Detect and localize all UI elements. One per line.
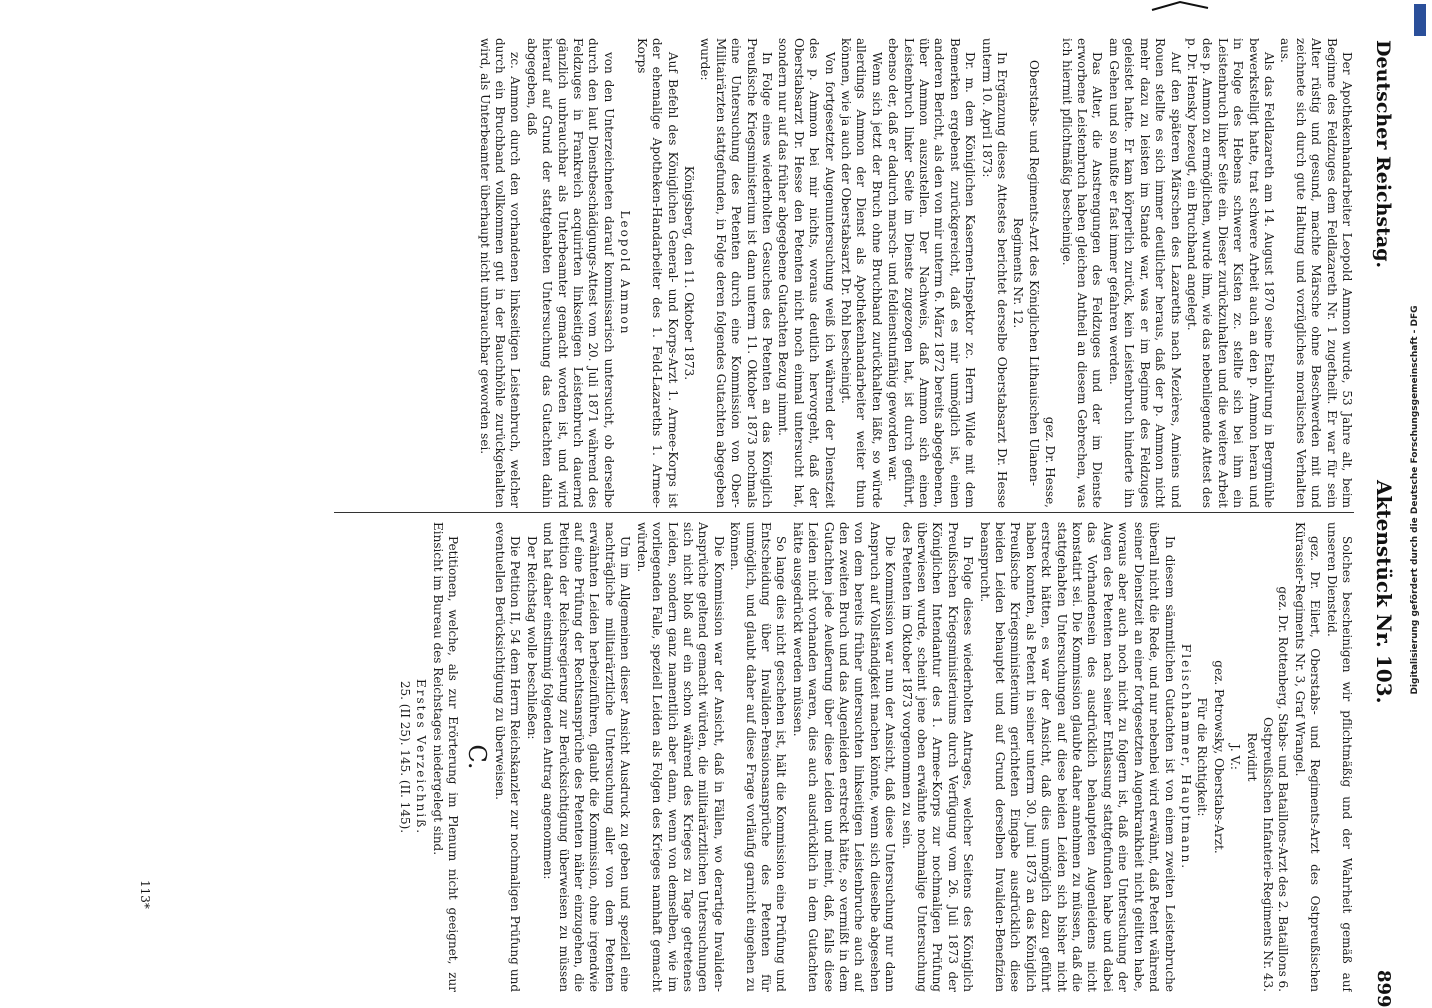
signature: gez. Dr. Hesse,	[1043, 416, 1058, 508]
paragraph: Auf Befehl des Königlichen General- und Korps-Arzt 1. Armee-Korps ist der ehemalige Apotheken-Handarbeiter des 1. Feld-Lazareths 1. Armee-Korps	[634, 38, 680, 508]
paragraph: In Folge eines wiederholten Gesuches des Petenten an das Königlich Preußische Kriegsministerium ist dann unterm 11. Oktober 1873 nochmals eine Untersuchung des Petenten durch eine Kommission von Ober-Militairärzten stattgefunden, in Folge deren folgendes Gutachten abgegeben wurde:	[698, 38, 774, 508]
column-divider	[334, 512, 1354, 513]
signature-block: gez. Dr. Rottenberg, Stabs- und Bataillons-Arzt des 2. Bataillons 6. Ostpreußischen Infanterie-Regiments Nr. 43.	[1260, 586, 1291, 992]
certification-label: Für die Richtigkeit:	[1195, 697, 1210, 817]
signature: gez. Petrowsky, Oberstabs-Arzt.	[1211, 660, 1226, 854]
paragraph: In Ergänzung dieses Attestes berichtet derselbe Oberstabsarzt Dr. Hesse unterm 10. April 1873:	[979, 38, 1010, 508]
header-page-number: 899	[1373, 970, 1394, 1008]
dfg-logo	[1414, 4, 1426, 36]
dfg-watermark	[1408, 0, 1422, 1000]
paragraph: Die Kommission war der Ansicht, daß in Fällen, wo derartige Invaliden-Ansprüche geltend gemacht würden, die militairärztlichen Untersuchungen sich nicht bloß auf ein schon während des Krieges zu Tage getretenes Leiden, sondern ganz namentlich aber dann, wenn von demselben, wie im vorliegenden Falle, speziell Leiden als Folgen des Krieges namhaft gemacht würden.	[634, 522, 726, 992]
section-title: Petitionen, welche, als zur Erörterung im Plenum nicht geeignet, zur Einsicht im Bureau des Reichstages niedergelegt sind.	[430, 522, 461, 992]
page-header	[1360, 40, 1400, 1008]
signature: Fleischhammer, Hauptmann.	[1178, 643, 1193, 871]
paragraph: zc. Ammon durch den vorhandenen linkseitigen Leistenbruch, welcher durch ein Bruchband vollkommen gut in der Bauchhöhle zurückgehalten wird, als Unterbeamter überhaupt nicht unbrauchbar geworden sei.	[477, 38, 523, 508]
signature-mark: 113*	[138, 880, 152, 909]
paragraph: Solches bescheinigen wir pflichtmäßig und der Wahrheit gemäß auf unseren Diensteid.	[1324, 522, 1354, 992]
scan-artifact-line	[1150, 0, 1210, 12]
paragraph: Als das Feldlazareth am 14. August 1870 seine Etablirung in Bergmühle bewerkstelligt hatte, trat schwere Arbeit auch an den p. Ammon heran und in Folge des Hebens schwerer Kisten zc. stellte sich bei ihm ein Leistenbruch linker Seite ein. Dieser zurückzuhalten und die weitere Arbeit des p. Ammon zu ermöglichen, wurde ihm, wie das nebenliegende Attest des p. Dr. Hensky bezeugt, ein Bruchband angelegt.	[1184, 38, 1276, 508]
motion-intro: Der Reichstag wolle beschließen:	[524, 536, 539, 740]
list-title: Erstes Verzeichniß.	[414, 678, 429, 836]
revision-label: J. V.:	[1228, 744, 1243, 770]
signature-title: Oberstabs- und Regiments-Arzt des Königlichen Lithauischen Ulanen-Regiments Nr. 12.	[1011, 59, 1041, 487]
right-column	[154, 522, 1354, 992]
paragraph: Auf den späteren Märschen des Lazareths nach Mezières, Amiens und Rouen stellte es sich immer deutlicher heraus, daß der p. Ammon nicht mehr dazu zu leisten im Stande war, was er im Beginne des Feldzuges geleistet hatte. Er kam körperlich zurück, kein Leistenbruch hinderte ihn am Gehen und so mußte er fast immer gefahren werden.	[1106, 38, 1183, 508]
signature-block: gez. Dr. Eilert, Oberstabs- und Regiments-Arzt des Ostpreußischen Kürassier-Regiments Nr. 3, Graf Wrangel.	[1292, 522, 1323, 992]
list-entries: 25. (II 25). 145. (II. 145).	[398, 680, 413, 834]
section-letter: C.	[462, 744, 491, 770]
paragraph: Um im Allgemeinen dieser Ansicht Ausdruck zu geben und speziell eine nachträgliche militairärztliche Untersuchung aller von dem Petenten erwähnten Leiden herbeizuführen, glaubt die Kommission, ohne irgendwie auf eine Prüfung der Rechtsansprüche des Petenten näher einzugehen, die Petition der Reichsregierung zur Berücksichtigung überweisen zu müssen und hat daher einstimmig folgenden Antrag angenommen:	[541, 522, 633, 992]
paragraph: Dr. m. dem Königlichen Kasernen-Inspektor zc. Herrn Wilde mit dem Bemerken ergebenst zurückgereicht, daß es mir unmöglich ist, einen anderen Bericht, als den von mir unterm 6. März 1872 bereits abgegebenen, über Ammon auszustellen. Der Nachweis, daß Ammon sich einen Leistenbruch linker Seite im Dienste zugezogen hat, ist durch geführt, ebenso der, daß er dadurch marsch- und feldienstunfähig geworden war.	[886, 38, 978, 508]
paragraph: Von fortgesetzter Augenuntersuchung weiß ich während der Dienstzeit des p. Ammon bei mir nichts, woraus deutlich hervorgeht, daß der Oberstabsarzt Dr. Hesse den Petenten nicht noch einmal untersucht hat, sondern nur auf das früher abgegebene Gutachten Bezug nimmt.	[776, 38, 837, 508]
paragraph: Der Apothekenhandarbeiter Leopold Ammon wurde, 53 Jahre alt, beim Beginne des Feldzuges dem Feldlazareth Nr. 1 zugetheilt. Er war für sein Alter rüstig und gesund, machte Märsche ohne Beschwerden mit und zeichnete sich durch gute Haltung und vorzügliches moralisches Verhalten aus.	[1278, 38, 1354, 508]
header-publication: Deutscher Reichstag.	[1372, 40, 1394, 269]
paragraph: Die Kommission war nun der Ansicht, daß diese Untersuchung nur dann Anspruch auf Vollständigkeit machen könnte, wenn sich dieselbe abgesehen von dem bereits früher untersuchten linkseitigen Leistenbruche auch auf den zweiten Bruch und das Augenleiden erstreckt hätte, so vermißt in dem Gutachten jede Aeußerung über diese Leiden und meint, daß, falls diese Leiden nicht vorhanden waren, dies auch ausdrücklich in dem Gutachten hätte ausgedrückt werden müssen.	[790, 522, 898, 992]
left-column	[274, 38, 1354, 508]
paragraph: In diesem sämmtlichen Gutachten ist von einem zweiten Leistenbruche überall nicht die Rede, und nur nebenbei wird erwähnt, daß Petent während seiner Dienstzeit an einer fortgesetzten Augenkrankheit nicht gelitten habe, woraus aber auch noch nicht zu folgern ist, daß eine Untersuchung der Augen des Petenten nach seiner Entlassung stattgefunden habe und dabei das Vorhandensein des ausdrücklich behaupteten Augenleidens nicht konstatirt sei. Die Kommission glaubte daher annehmen zu müssen, daß die stattgehabten Untersuchungen auf diese beiden Leiden sich bisher nicht erstreckt hätten, es war der Ansicht, daß dies unmöglich dazu geführt haben konnten, als Petent in seiner unterm 30. Juni 1873 an das Königlich Preußische Kriegsministerium gerichteten Eingabe ausdrücklich diese beiden Leiden behauptet und auf Grund derselben Invaliden-Benefizien beansprucht.	[977, 522, 1177, 992]
watermark-text: Digitalisierung gefördert durch die Deutsche Forschungsgemeinschaft - DFG	[1410, 305, 1420, 695]
paragraph: In Folge dieses wiederholten Antrages, welcher Seitens des Königlich Preußischen Kriegsministeriums durch Verfügung vom 26. Juli 1873 der Königlichen Intendantur des 1. Armee-Korps zur nochmaligen Prüfung überwiesen wurde, scheint jene oben erwähnte nochmalige Untersuchung des Petenten im Oktober 1873 vorgenommen zu sein.	[899, 522, 976, 992]
paragraph: von den Unterzeichneten darauf kommissarisch untersucht, ob derselbe durch den laut Dienstbeschädigungs-Attest vom 20. Juli 1871 während des Feldzuges in Frankreich acquirirten linkseitigen Leistenbruch dauernd gänzlich unbrauchbar als Unterbeamter gemacht worden ist, und wird hierauf auf Grund der stattgehabten Untersuchung das Gutachten dahin abgegeben, daß	[524, 38, 616, 508]
paragraph: Das Alter, die Anstrengungen des Feldzuges und der im Dienste erworbene Leistenbruch haben gleichen Antheil an diesem Gebrechen, was ich hiermit pflichtmäßig bescheinige.	[1059, 38, 1105, 508]
paragraph: So lange dies nicht geschehen ist, hält die Kommission eine Prüfung und Entscheidung über Invaliden-Pensionsansprüche des Petenten für unmöglich, und glaubt daher auf diese Frage vorläufig garnicht eingehen zu können.	[728, 522, 789, 992]
motion: Die Petition II, 54 dem Herrn Reichskanzler zur nochmaligen Prüfung und eventuellen Berücksichtigung zu überweisen.	[493, 522, 523, 992]
paragraph: Wenn sich jetzt der Bruch ohne Bruchband zurückhalten läßt, so würde allerdings Ammon der Dienst als Apothekenhandarbeiter weiter thun können, wie ja auch der Oberstabsarzt Dr. Pohl bescheinigt.	[839, 38, 884, 508]
header-document-number: Aktenstück Nr. 103.	[1372, 480, 1396, 704]
person-name: Leopold Ammon	[618, 210, 633, 336]
place-date: Königsberg, den 11. Oktober 1873.	[681, 165, 696, 381]
revision-label: Revidirt	[1244, 732, 1259, 782]
